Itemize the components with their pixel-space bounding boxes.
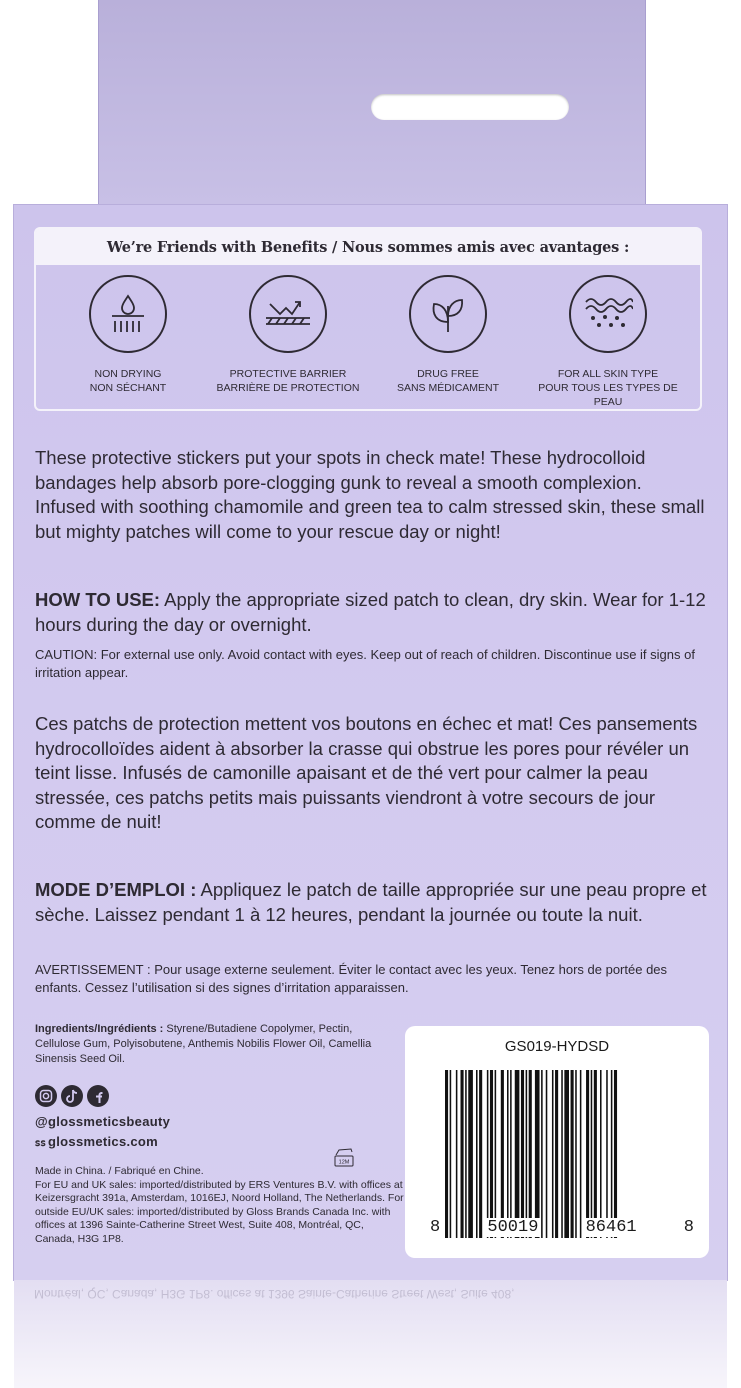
french-caution: AVERTISSEMENT : Pour usage externe seulement. Éviter le contact avec les yeux. Tenez hors de portée des enfants. Cessez l’utilisation si des signes d’irritation apparaissen. xyxy=(35,962,668,995)
instagram-icon[interactable] xyxy=(35,1085,57,1107)
sku-code: GS019-HYDSD xyxy=(504,1038,610,1055)
barcode-digit-group: 8 xyxy=(681,1218,697,1237)
website xyxy=(35,1134,158,1149)
benefit-protective-barrier xyxy=(208,275,368,409)
brand-mark-icon: ꜱꜱ xyxy=(35,1138,47,1149)
skin-layers-icon xyxy=(569,275,647,353)
made-in: Made in China. / Fabriqué en Chine. xyxy=(35,1165,204,1177)
water-drop-icon xyxy=(89,275,167,353)
tiktok-icon[interactable] xyxy=(61,1085,83,1107)
ingredients-text: Styrene/Butadiene Copolymer, Pectin, Cellulose Gum, Polyisobutene, Anthemis Nobilis Flower Oil, Camellia Sinensis Seed Oil. xyxy=(35,1023,372,1065)
benefit-drug-free xyxy=(368,275,528,409)
benefit-label-en: PROTECTIVE BARRIER xyxy=(229,368,347,380)
benefit-label-en: FOR ALL SKIN TYPE xyxy=(557,368,659,380)
benefit-label-fr: POUR TOUS LES TYPES DE PEAU xyxy=(538,382,678,408)
hang-hole xyxy=(371,94,569,120)
benefit-label-fr: NON SÉCHANT xyxy=(89,382,167,394)
french-how-to-use xyxy=(35,878,707,927)
barcode-bars xyxy=(445,1070,671,1238)
benefit-label-fr: SANS MÉDICAMENT xyxy=(396,382,500,394)
social-handle: @glossmeticsbeauty xyxy=(35,1114,171,1129)
leaf-icon xyxy=(409,275,487,353)
ingredients xyxy=(35,1022,375,1067)
reflection-text: Montréal, QC, Canada, H3G 1P8. offices at 1396 Sainte-Catherine Street West, Suite 408, xyxy=(34,1287,515,1301)
mode-emploi-text: Appliquez le patch de taille appropriée sur une peau propre et sèche. Laissez pendant 1 à 12 heures, pendant la journée ou toute la nuit. xyxy=(35,879,707,925)
benefit-label-en: NON DRYING xyxy=(94,368,162,380)
how-to-use-text: Apply the appropriate sized patch to clean, dry skin. Wear for 1-12 hours during the day or overnight. xyxy=(35,589,706,635)
barcode-digit-group: 86461 xyxy=(583,1218,640,1237)
benefits-header: We’re Friends with Benefits / Nous sommes amis avec avantages : xyxy=(36,229,700,265)
barcode-card xyxy=(405,1026,709,1258)
benefit-all-skin-types xyxy=(528,275,688,409)
pao-label: 12M xyxy=(338,1159,350,1166)
benefit-non-drying xyxy=(48,275,208,409)
facebook-icon[interactable] xyxy=(87,1085,109,1107)
benefit-label-en: DRUG FREE xyxy=(417,368,479,380)
website-text: glossmetics.com xyxy=(48,1134,159,1149)
distribution-info: For EU and UK sales: imported/distributed by ERS Ventures B.V. with offices at Keizersgracht 391a, Amsterdam, 1016EJ, Noord Holland, The Netherlands. For outside EU/UK sales: imported/distributed by Gloss Brands Canada Inc. with offices at 1396 Sainte-Catherine Street West, Suite 408, Montréal, QC, Canada, H3G 1P8. xyxy=(35,1178,404,1245)
ingredients-label: Ingredients/Ingrédients : xyxy=(35,1023,164,1035)
surface-reflection xyxy=(14,1280,727,1388)
how-to-use-label: HOW TO USE: xyxy=(35,589,161,610)
benefits-panel xyxy=(34,227,702,411)
barcode-digit-group: 8 xyxy=(427,1218,443,1237)
french-description: Ces patchs de protection mettent vos boutons en échec et mat! Ces pansements hydrocolloïdes aident à absorber la crasse qui obstrue les pores pour révéler un teint lisse. Infusés de camonille apaisant et de thé vert pour calmer la peau stressée, ces patchs petits mais puissants viendront à votre secours de jour comme de nuit! xyxy=(35,713,698,832)
mode-emploi-label: MODE D’EMPLOI : xyxy=(35,879,197,900)
barcode-digits xyxy=(427,1218,697,1237)
hang-tab xyxy=(98,0,646,205)
benefit-label-fr: BARRIÈRE DE PROTECTION xyxy=(216,382,360,394)
social-icons xyxy=(35,1085,109,1107)
barrier-icon xyxy=(249,275,327,353)
english-how-to-use xyxy=(35,588,707,637)
barcode-digit-group: 50019 xyxy=(484,1218,541,1237)
english-description: These protective stickers put your spots in check mate! These hydrocolloid bandages help absorb pore-clogging gunk to reveal a smooth complexion. Infused with soothing chamomile and green tea to calm stressed skin, these small but mighty patches will come to your rescue day or night! xyxy=(35,447,705,542)
english-caution: CAUTION: For external use only. Avoid contact with eyes. Keep out of reach of children. Discontinue use if signs of irritation appear. xyxy=(35,647,695,680)
manufacturing-info xyxy=(35,1165,405,1246)
